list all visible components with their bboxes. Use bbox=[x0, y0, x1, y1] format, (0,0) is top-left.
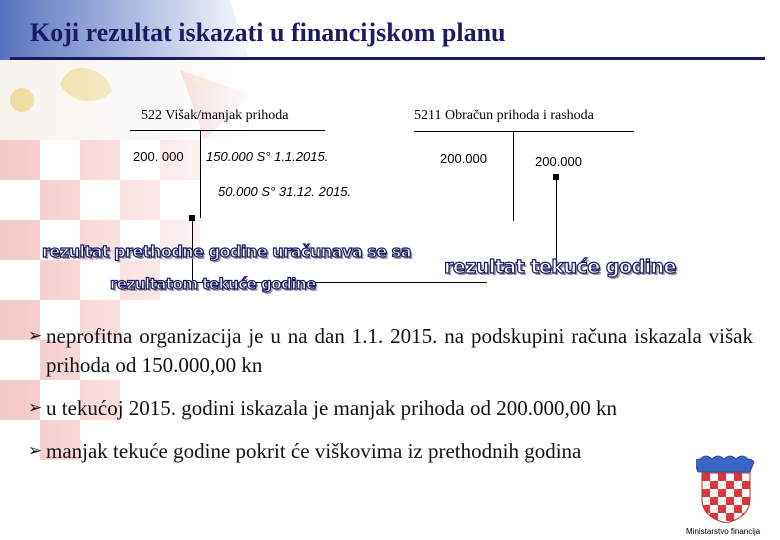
account-right-hline bbox=[414, 131, 634, 132]
bullet-list bbox=[28, 322, 753, 480]
footer-ministry-label: Ministarstvo financija bbox=[686, 527, 761, 536]
arrow-bullet-icon: ➢ bbox=[28, 326, 43, 346]
page-title: Koji rezultat iskazati u financijskom planu bbox=[30, 18, 506, 47]
coat-of-arms-logo bbox=[696, 453, 756, 523]
account-right-credit: 200.000 bbox=[535, 154, 582, 169]
title-underline bbox=[10, 57, 765, 60]
account-left-debit: 200. 000 bbox=[133, 149, 184, 164]
bullet-item bbox=[28, 437, 753, 466]
account-left-vline bbox=[200, 130, 201, 218]
account-left-hline bbox=[130, 130, 325, 131]
account-right-title: 5211 Obračun prihoda i rashoda bbox=[414, 108, 594, 123]
account-left-credit-2: 50.000 S° 31.12. 2015. bbox=[218, 184, 352, 199]
bullet-item bbox=[28, 322, 753, 380]
bullet-text: u tekućoj 2015. godini iskazala je manjak prihoda od 200.000,00 kn bbox=[46, 396, 617, 420]
bullet-text: neprofitna organizacija je u na dan 1.1. 2015. na podskupini računa iskazala višak prihoda od 150.000,00 kn bbox=[46, 324, 753, 377]
label-prior-year-line1: rezultat prethodne godine uračunava se sa bbox=[42, 242, 411, 261]
account-left-credit-1: 150.000 S° 1.1.2015. bbox=[206, 149, 329, 164]
connector-right-vline bbox=[556, 177, 557, 262]
arrow-bullet-icon: ➢ bbox=[28, 398, 43, 418]
account-left-title: 522 Višak/manjak prihoda bbox=[141, 108, 289, 123]
arrow-bullet-icon: ➢ bbox=[28, 441, 43, 461]
account-right-vline bbox=[513, 131, 514, 221]
label-current-year: rezultat tekuće godine bbox=[444, 256, 677, 278]
label-prior-year-line2: rezultatom tekuće godine bbox=[110, 275, 316, 293]
bullet-item bbox=[28, 394, 753, 423]
account-right-debit: 200.000 bbox=[440, 151, 487, 166]
bullet-text: manjak tekuće godine pokrit će viškovima iz prethodnih godina bbox=[46, 439, 582, 463]
